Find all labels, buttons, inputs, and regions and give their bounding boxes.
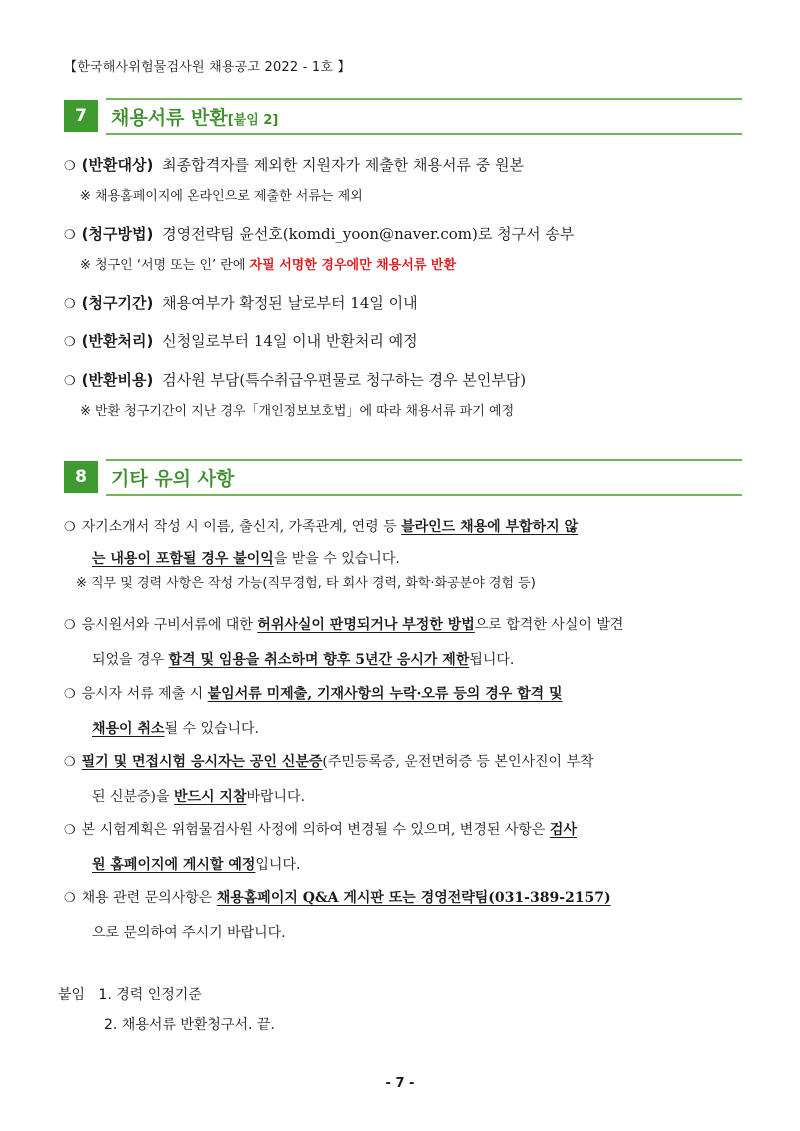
list-item: ❍ (청구방법) 경영전략팀 윤선호(komdi_yoon@naver.com)로 청구서 송부 bbox=[64, 225, 575, 243]
list-item: ❍ (반환비용) 검사원 부담(특수취급우편물로 청구하는 경우 본인부담) bbox=[64, 371, 527, 389]
circle-bullet-icon: ❍ bbox=[64, 335, 76, 350]
notice-paragraph: ❍ 필기 및 면접시험 응시자는 공인 신분증(주민등록증, 운전면허증 등 본인사진이 부착 된 신분증)을 반드시 지참바랍니다. bbox=[64, 754, 594, 805]
section-number: 8 bbox=[64, 461, 98, 493]
notice-paragraph: ❍ 응시자 서류 제출 시 붙임서류 미제출, 기재사항의 누락·오류 등의 경우 합격 및 채용이 취소될 수 있습니다. bbox=[64, 686, 563, 737]
attachment-list: 붙임 1. 경력 인정기준 2. 채용서류 반환청구서. 끝. bbox=[58, 987, 275, 1033]
circle-bullet-icon: ❍ bbox=[64, 891, 76, 906]
circle-bullet-icon: ❍ bbox=[64, 520, 76, 535]
red-emphasis: 자필 서명한 경우에만 채용서류 반환 bbox=[249, 258, 457, 273]
section-number: 7 bbox=[64, 100, 98, 132]
circle-bullet-icon: ❍ bbox=[64, 687, 76, 702]
circle-bullet-icon: ❍ bbox=[64, 618, 76, 633]
notice-paragraph: ❍ 응시원서와 구비서류에 대한 허위사실이 판명되거나 부정한 방법으로 합격한 사실이 발견 되었을 경우 합격 및 임용을 취소하며 향후 5년간 응시가 제한됩니다. bbox=[64, 617, 624, 668]
notice-paragraph: ❍ 채용 관련 문의사항은 채용홈페이지 Q&A 게시판 또는 경영전략팀(031-389-2157) 으로 문의하여 주시기 바랍니다. bbox=[64, 890, 611, 941]
page-number: - 7 - bbox=[385, 1076, 415, 1091]
document-header: 【한국해사위험물검사원 채용공고 2022 - 1호 】 bbox=[64, 60, 351, 75]
notice-paragraph: ❍ 자기소개서 작성 시 이름, 출신지, 가족관계, 연령 등 블라인드 채용에 부합하지 않 는 내용이 포함될 경우 불이익을 받을 수 있습니다. bbox=[64, 519, 579, 567]
notice-paragraph: ❍ 본 시험계획은 위험물검사원 사정에 의하여 변경될 수 있으며, 변경된 사항은 검사 원 홈페이지에 게시할 예정입니다. bbox=[64, 822, 577, 873]
note: ※ 직무 및 경력 사항은 작성 가능(직무경험, 타 회사 경력, 화학·화공분야 경험 등) bbox=[76, 576, 536, 591]
section-title: 채용서류 반환[붙임 2] bbox=[111, 107, 279, 129]
circle-bullet-icon: ❍ bbox=[64, 755, 76, 770]
list-item: ❍ (청구기간) 채용여부가 확정된 날로부터 14일 이내 bbox=[64, 294, 418, 312]
circle-bullet-icon: ❍ bbox=[64, 374, 76, 389]
list-item: ❍ (반환처리) 신청일로부터 14일 이내 반환처리 예정 bbox=[64, 332, 418, 350]
note: ※ 반환 청구기간이 지난 경우「개인정보보호법」에 따라 채용서류 파기 예정 bbox=[80, 404, 515, 419]
note: ※ 청구인 ‘서명 또는 인’ 란에 자필 서명한 경우에만 채용서류 반환 bbox=[80, 258, 457, 273]
circle-bullet-icon: ❍ bbox=[64, 228, 76, 243]
section-7-heading bbox=[64, 98, 742, 134]
section-8-heading bbox=[64, 459, 742, 495]
circle-bullet-icon: ❍ bbox=[64, 159, 76, 174]
section-title: 기타 유의 사항 bbox=[111, 468, 235, 490]
circle-bullet-icon: ❍ bbox=[64, 823, 76, 838]
circle-bullet-icon: ❍ bbox=[64, 297, 76, 312]
note: ※ 채용홈페이지에 온라인으로 제출한 서류는 제외 bbox=[80, 189, 363, 204]
list-item: ❍ (반환대상) 최종합격자를 제외한 지원자가 제출한 채용서류 중 원본 bbox=[64, 156, 524, 174]
